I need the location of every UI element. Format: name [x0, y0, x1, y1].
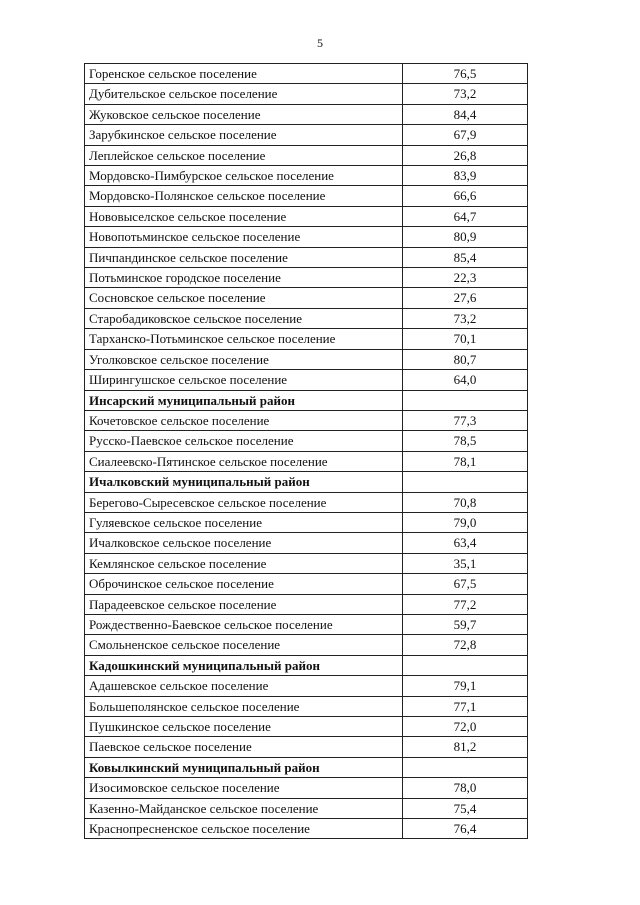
- table-row: [85, 595, 527, 615]
- settlement-value: 27,6: [453, 290, 477, 306]
- district-header-row: [85, 391, 527, 411]
- table-row: [85, 533, 527, 553]
- settlement-value: 26,8: [453, 147, 477, 163]
- district-header-row: [85, 656, 527, 676]
- settlement-value: [403, 656, 527, 675]
- settlement-name: Рождественно-Баевское сельское поселение: [85, 615, 403, 634]
- district-header-row: [85, 472, 527, 492]
- table-row: [85, 166, 527, 186]
- table-row: [85, 574, 527, 594]
- settlement-value: 85,4: [453, 249, 477, 265]
- table-row: [85, 452, 527, 472]
- settlement-value: 22,3: [453, 270, 477, 286]
- settlement-name: Изосимовское сельское поселение: [85, 778, 403, 797]
- table-row: [85, 288, 527, 308]
- table-row: [85, 697, 527, 717]
- settlement-name: Потьминское городское поселение: [85, 268, 403, 287]
- district-name: Ичалковский муниципальный район: [85, 472, 403, 491]
- settlement-value: 80,9: [453, 229, 477, 245]
- table-row: [85, 431, 527, 451]
- settlement-name: Краснопресненское сельское поселение: [85, 819, 403, 838]
- table-row: [85, 493, 527, 513]
- settlement-value: 78,5: [453, 433, 477, 449]
- table-row: [85, 186, 527, 206]
- table-row: [85, 84, 527, 104]
- settlement-name: Леплейское сельское поселение: [85, 146, 403, 165]
- settlement-value: 64,0: [453, 372, 477, 388]
- settlement-value: 77,2: [453, 596, 477, 612]
- settlement-name: Ширингушское сельское поселение: [85, 370, 403, 389]
- table-row: [85, 207, 527, 227]
- table-row: [85, 105, 527, 125]
- settlement-name: Русско-Паевское сельское поселение: [85, 431, 403, 450]
- settlement-name: Мордовско-Полянское сельское поселение: [85, 186, 403, 205]
- settlement-name: Нововыселское сельское поселение: [85, 207, 403, 226]
- table-row: [85, 676, 527, 696]
- table-row: [85, 329, 527, 349]
- settlement-value: 81,2: [453, 739, 477, 755]
- settlement-name: Тарханско-Потьминское сельское поселение: [85, 329, 403, 348]
- settlement-value: 73,2: [453, 310, 477, 326]
- settlement-value: [403, 758, 527, 777]
- settlement-name: Новопотьминское сельское поселение: [85, 227, 403, 246]
- district-name: Кадошкинский муниципальный район: [85, 656, 403, 675]
- settlement-value: 59,7: [453, 616, 477, 632]
- table-row: [85, 64, 527, 84]
- settlement-name: Старобадиковское сельское поселение: [85, 309, 403, 328]
- settlement-value: 73,2: [453, 86, 477, 102]
- settlement-name: Адашевское сельское поселение: [85, 676, 403, 695]
- settlement-value: 76,4: [453, 821, 477, 837]
- settlement-value: [403, 391, 527, 410]
- settlement-name: Оброчинское сельское поселение: [85, 574, 403, 593]
- settlement-value: 67,5: [453, 576, 477, 592]
- settlement-name: Паевское сельское поселение: [85, 737, 403, 756]
- settlement-value: 35,1: [453, 555, 477, 571]
- settlement-name: Горенское сельское поселение: [85, 64, 403, 83]
- settlement-value: 80,7: [453, 351, 477, 367]
- settlement-value: 83,9: [453, 168, 477, 184]
- settlement-name: Смольненское сельское поселение: [85, 635, 403, 654]
- table-row: [85, 350, 527, 370]
- settlement-value: 78,0: [453, 780, 477, 796]
- settlement-value: 79,0: [453, 514, 477, 530]
- table-row: [85, 370, 527, 390]
- settlement-value: 64,7: [453, 208, 477, 224]
- table-row: [85, 411, 527, 431]
- page-number: 5: [317, 36, 323, 50]
- settlement-value: 78,1: [453, 453, 477, 469]
- settlement-name: Кочетовское сельское поселение: [85, 411, 403, 430]
- settlement-value: 66,6: [453, 188, 477, 204]
- table-row: [85, 227, 527, 247]
- table-row: [85, 778, 527, 798]
- settlement-name: Гуляевское сельское поселение: [85, 513, 403, 532]
- settlement-value: 63,4: [453, 535, 477, 551]
- settlement-name: Дубительское сельское поселение: [85, 84, 403, 103]
- settlement-value: 70,1: [453, 331, 477, 347]
- district-name: Ковылкинский муниципальный район: [85, 758, 403, 777]
- settlement-name: Парадеевское сельское поселение: [85, 595, 403, 614]
- settlement-name: Сиалеевско-Пятинское сельское поселение: [85, 452, 403, 471]
- table-row: [85, 309, 527, 329]
- table-row: [85, 125, 527, 145]
- settlement-value: [403, 472, 527, 491]
- table-row: [85, 554, 527, 574]
- settlement-name: Ичалковское сельское поселение: [85, 533, 403, 552]
- table-row: [85, 717, 527, 737]
- table-row: [85, 615, 527, 635]
- table-row: [85, 635, 527, 655]
- settlement-name: Жуковское сельское поселение: [85, 105, 403, 124]
- settlement-name: Зарубкинское сельское поселение: [85, 125, 403, 144]
- settlement-value: 75,4: [453, 800, 477, 816]
- table-row: [85, 248, 527, 268]
- settlement-name: Мордовско-Пимбурское сельское поселение: [85, 166, 403, 185]
- settlement-value: 77,1: [453, 698, 477, 714]
- settlement-name: Берегово-Сыресевское сельское поселение: [85, 493, 403, 512]
- settlement-value: 76,5: [453, 66, 477, 81]
- settlement-name: Уголковское сельское поселение: [85, 350, 403, 369]
- settlement-value: 70,8: [453, 494, 477, 510]
- table-row: [85, 146, 527, 166]
- table-row: [85, 268, 527, 288]
- table-row: [85, 799, 527, 819]
- table-row: [85, 513, 527, 533]
- settlement-value: 72,8: [453, 637, 477, 653]
- settlement-name: Кемлянское сельское поселение: [85, 554, 403, 573]
- district-header-row: [85, 758, 527, 778]
- settlement-table: [84, 63, 528, 839]
- district-name: Инсарский муниципальный район: [85, 391, 403, 410]
- settlement-name: Казенно-Майданское сельское поселение: [85, 799, 403, 818]
- settlement-value: 67,9: [453, 127, 477, 143]
- settlement-name: Большеполянское сельское поселение: [85, 697, 403, 716]
- table-row: [85, 819, 527, 839]
- settlement-name: Пичпандинское сельское поселение: [85, 248, 403, 267]
- settlement-value: 84,4: [453, 106, 477, 122]
- settlement-name: Сосновское сельское поселение: [85, 288, 403, 307]
- settlement-value: 72,0: [453, 719, 477, 734]
- settlement-name: Пушкинское сельское поселение: [85, 717, 403, 736]
- settlement-value: 79,1: [453, 678, 477, 694]
- table-row: [85, 737, 527, 757]
- settlement-value: 77,3: [453, 412, 477, 428]
